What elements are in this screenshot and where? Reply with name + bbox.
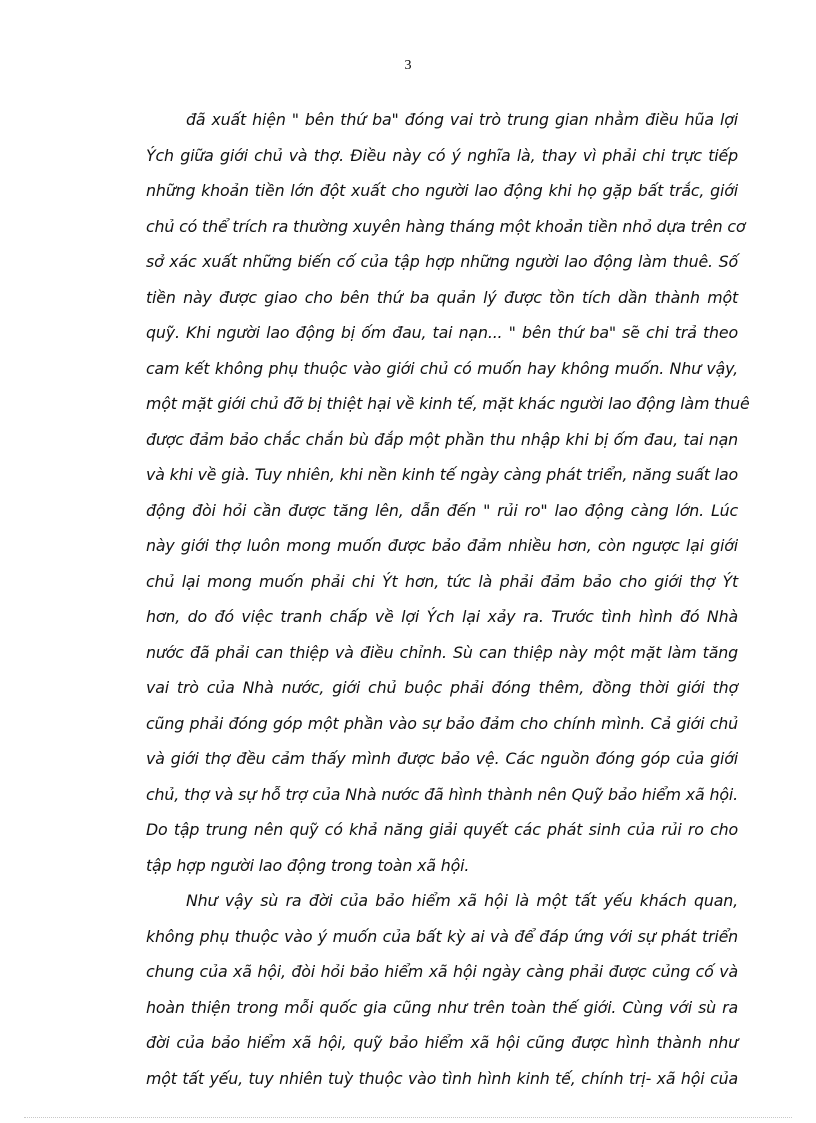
text-line: chung của xã hội, đòi hỏi bảo hiểm xã hội ngày càng phải được củng cố và — [146, 962, 738, 981]
text-line: tập hợp người lao động trong toàn xã hội. — [146, 855, 470, 875]
text-line: tiền này được giao cho bên thứ ba quản lý được tồn tích dần thành một — [146, 287, 738, 307]
text-line: nước đã phải can thiệp và điều chỉnh. Sù can thiệp này một mặt làm tăng — [146, 642, 738, 662]
text-line: những khoản tiền lớn đột xuất cho người lao động khi họ gặp bất trắc, giới — [146, 181, 738, 200]
text-line: một tất yếu, tuy nhiên tuỳ thuộc vào tình hình kinh tế, chính trị- xã hội của — [146, 1068, 738, 1088]
text-line: này giới thợ luôn mong muốn được bảo đảm nhiều hơn, còn ngược lại giới — [146, 536, 738, 555]
text-line: không phụ thuộc vào ý muốn của bất kỳ ai và để đáp ứng với sự phát triển — [146, 926, 738, 946]
text-line: và giới thợ đều cảm thấy mình được bảo vệ. Các nguồn đóng góp của giới — [146, 749, 738, 768]
text-line: chủ có thể trích ra thường xuyên hàng tháng một khoản tiền nhỏ dựa trên cơ — [146, 216, 746, 236]
text-line: cũng phải đóng góp một phần vào sự bảo đảm cho chính mình. Cả giới chủ — [146, 713, 738, 733]
text-line: đã xuất hiện " bên thứ ba" đóng vai trò trung gian nhằm điều hũa lợi — [186, 110, 738, 129]
text-line: vai trò của Nhà nước, giới chủ buộc phải đóng thêm, đồng thời giới thợ — [146, 678, 738, 697]
text-line: Do tập trung nên quỹ có khả năng giải quyết các phát sinh của rủi ro cho — [146, 820, 738, 839]
text-line: và khi về già. Tuy nhiên, khi nền kinh tế ngày càng phát triển, năng suất lao — [146, 465, 738, 484]
text-line: một mặt giới chủ đỡ bị thiệt hại về kinh tế, mặt khác người lao động làm thuê — [146, 394, 750, 413]
text-line: cam kết không phụ thuộc vào giới chủ có muốn hay không muốn. Như vậy, — [146, 358, 738, 378]
document-body — [146, 102, 750, 1096]
text-line: quỹ. Khi người lao động bị ốm đau, tai nạn... " bên thứ ba" sẽ chi trả theo — [146, 323, 738, 342]
text-line: hoàn thiện trong mỗi quốc gia cũng như trên toàn thế giới. Cùng với sù ra — [146, 997, 738, 1017]
text-line: chủ lại mong muốn phải chi Ýt hơn, tức là phải đảm bảo cho giới thợ Ýt — [146, 571, 738, 591]
text-line: hơn, do đó việc tranh chấp về lợi Ých lại xảy ra. Trước tình hình đó Nhà — [146, 607, 738, 626]
text-line: động đòi hỏi cần được tăng lên, dẫn đến " rủi ro" lao động càng lớn. Lúc — [146, 500, 738, 520]
paragraph-2 — [146, 883, 738, 1096]
text-line: Như vậy sù ra đời của bảo hiểm xã hội là một tất yếu khách quan, — [186, 891, 738, 910]
page-number: 3 — [404, 58, 412, 73]
page-bottom-rule — [24, 1117, 792, 1118]
text-line: chủ, thợ và sự hỗ trợ của Nhà nước đã hình thành nên Quỹ bảo hiểm xã hội. — [146, 784, 738, 804]
text-line: đời của bảo hiểm xã hội, quỹ bảo hiểm xã hội cũng được hình thành như — [146, 1033, 738, 1052]
text-line: sở xác xuất những biến cố của tập hợp những người lao động làm thuê. Số — [146, 252, 738, 271]
paragraph-1 — [146, 102, 750, 883]
text-line: Ých giữa giới chủ và thợ. Điều này có ý nghĩa là, thay vì phải chi trực tiếp — [146, 145, 738, 165]
text-line: được đảm bảo chắc chắn bù đắp một phần thu nhập khi bị ốm đau, tai nạn — [146, 429, 738, 449]
